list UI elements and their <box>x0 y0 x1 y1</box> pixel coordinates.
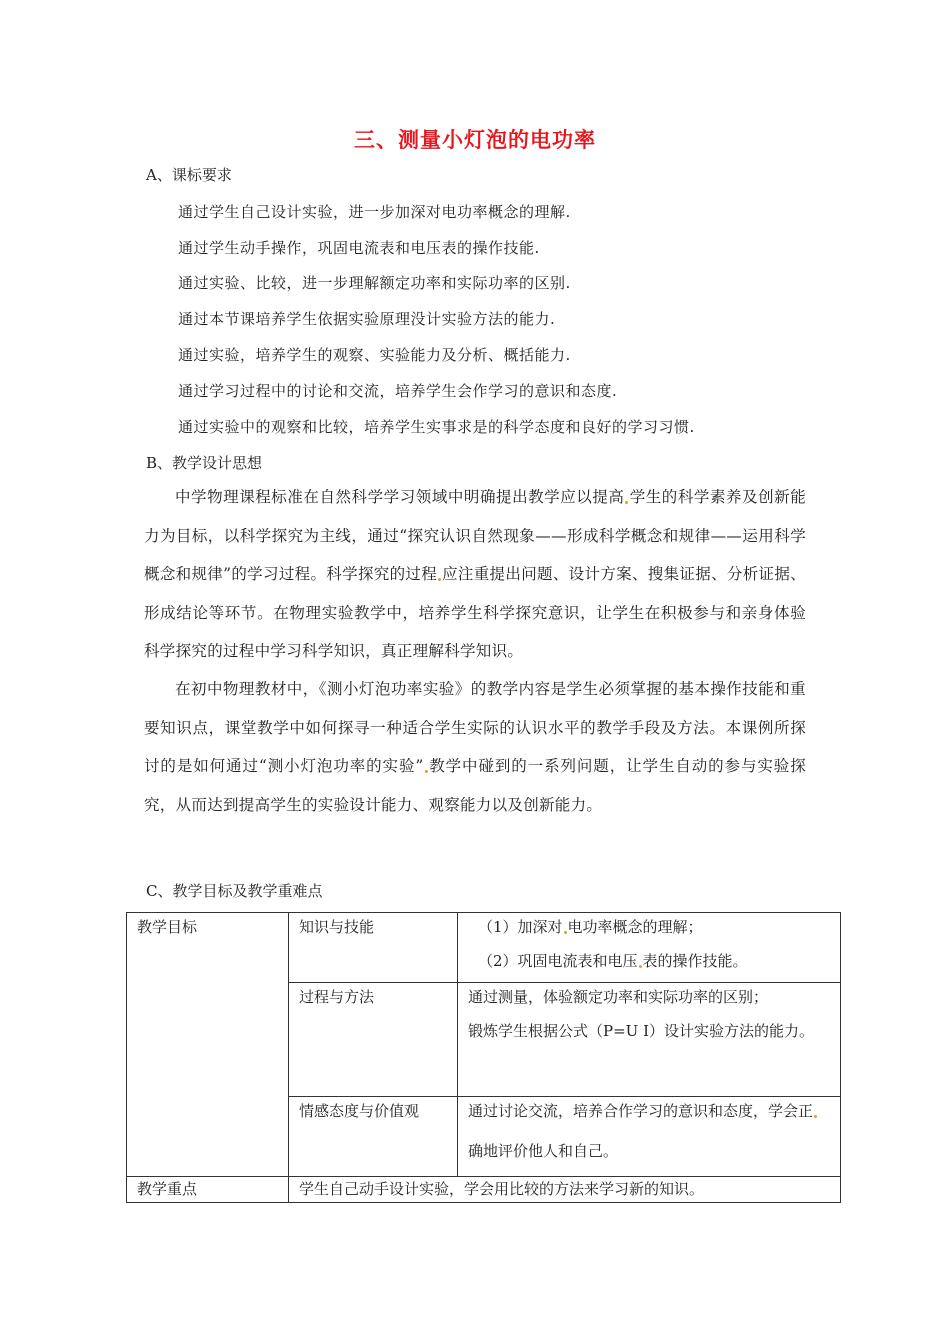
requirement-item: 通过学习过程中的讨论和交流，培养学生会作学习的意识和态度. <box>178 382 618 400</box>
emotion-label-cell: 情感态度与价值观 <box>289 1097 458 1177</box>
requirement-item: 通过实验，培养学生的观察、实验能力及分析、概括能力. <box>178 346 571 364</box>
requirement-item: 通过学生自己设计实验，进一步加深对电功率概念的理解. <box>178 203 571 221</box>
requirement-item: 通过实验中的观察和比较，培养学生实事求是的科学态度和良好的学习习惯. <box>178 418 695 436</box>
section-b-heading: B、教学设计思想 <box>146 454 263 472</box>
emotion-content-cell: 通过讨论交流，培养合作学习的意识和态度，学会正确地评价他人和自己。 <box>458 1097 841 1177</box>
section-c-heading: C、教学目标及教学重难点 <box>146 882 323 900</box>
table-row <box>127 913 841 983</box>
marker-dot <box>564 931 567 934</box>
goal-label-cell: 教学目标 <box>127 913 289 1177</box>
section-a-heading: A、课标要求 <box>146 166 232 184</box>
process-label-cell: 过程与方法 <box>289 983 458 1097</box>
goals-table <box>126 912 841 1203</box>
table-row <box>127 1177 841 1203</box>
marker-dot <box>625 501 628 504</box>
marker-dot <box>639 965 642 968</box>
design-paragraph-2: 在初中物理教材中，《测小灯泡功率实验》的教学内容是学生必须掌握的基本操作技能和重要知识点，课堂教学中如何探寻一种适合学生实际的认识水平的教学手段及方法。本课例所探讨的是如何通过“测小灯泡功率的实验” 教学中碰到的一系列问题，让学生自动的参与实验探究，从而达到提高学生的实验设计能力、观察能力以及创新能力。 <box>144 680 807 814</box>
requirement-item: 通过本节课培养学生依据实验原理没计实验方法的能力. <box>178 310 556 328</box>
marker-dot <box>425 770 428 773</box>
process-content-cell: 通过测量，体验额定功率和实际功率的区别； 锻炼学生根据公式（P=U I）设计实验方法的能力。 <box>458 983 841 1097</box>
requirement-item: 通过实验、比较，进一步理解额定功率和实际功率的区别. <box>178 274 571 292</box>
page-title: 三、测量小灯泡的电功率 <box>354 128 596 152</box>
knowledge-label-cell: 知识与技能 <box>289 913 458 983</box>
design-paragraph-1: 中学物理课程标准在自然科学学习领域中明确提出教学应以提高 学生的科学素养及创新能力为目标，以科学探究为主线，通过“探究认识自然现象——形成科学概念和规律——运用科学概念和规律”的学习过程。科学探究的过程 应注重提出问题、设计方案、搜集证据、分析证据、形成结论等环节。在物理实验教学中，培养学生科学探究意识，让学生在积极参与和亲身体验科学探究的过程中学习科学知识，真正理解科学知识。 <box>144 488 806 660</box>
marker-dot <box>438 578 441 581</box>
requirement-item: 通过学生动手操作，巩固电流表和电压表的操作技能. <box>178 239 540 257</box>
key-content-cell: 学生自己动手设计实验，学会用比较的方法来学习新的知识。 <box>289 1177 841 1203</box>
marker-dot <box>814 1115 817 1118</box>
knowledge-content-cell: （1）加深对 电功率概念的理解； （2）巩固电流表和电压 表的操作技能。 <box>458 913 841 983</box>
key-label-cell: 教学重点 <box>127 1177 289 1203</box>
